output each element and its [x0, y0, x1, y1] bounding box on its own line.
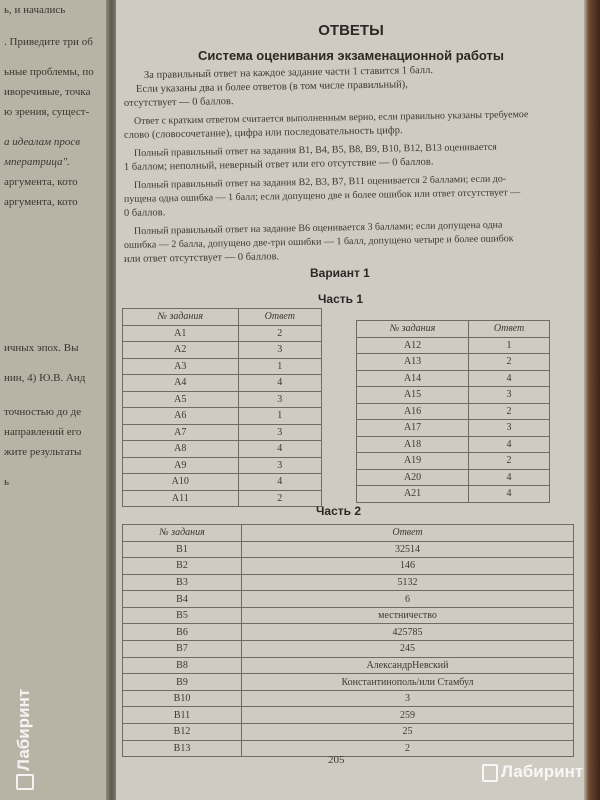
answer-cell: 2: [242, 740, 574, 757]
table-row: [123, 690, 574, 707]
variant-heading: Вариант 1: [310, 266, 370, 280]
table-row: [123, 408, 322, 425]
task-cell: A17: [357, 420, 469, 437]
answer-cell: 2: [469, 354, 550, 371]
left-text-line: ь, и начались: [4, 4, 66, 16]
left-text-line: а идеалам просв: [4, 136, 81, 148]
task-cell: A8: [123, 441, 239, 458]
table-row: [357, 486, 550, 503]
table-row: [123, 375, 322, 392]
task-cell: A15: [357, 387, 469, 404]
task-cell: B12: [123, 724, 242, 741]
table-row: [123, 607, 574, 624]
answer-cell: АлександрНевский: [242, 657, 574, 674]
table-row: [123, 574, 574, 591]
instruction-line: Полный правильный ответ на задания В2, В3, В7, В11 оценивается 2 баллами; если до-: [133, 173, 507, 191]
answer-cell: Константинополь/или Стамбул: [242, 674, 574, 691]
table-row: [123, 391, 322, 408]
table-row: [357, 354, 550, 371]
answer-cell: 4: [238, 474, 321, 491]
answer-cell: 3: [469, 420, 550, 437]
left-text-line: . Приведите три об: [4, 36, 93, 48]
table-row: [123, 325, 322, 342]
table-row: [123, 424, 322, 441]
table-row: [123, 591, 574, 608]
answer-cell: 3: [238, 457, 321, 474]
part1-heading: Часть 1: [318, 292, 364, 306]
table-row: [123, 490, 322, 507]
table-row: [123, 342, 322, 359]
left-text-line: точностью до де: [4, 406, 82, 418]
answer-cell: 2: [238, 325, 321, 342]
part1-table-left: [122, 308, 322, 507]
table-row: [357, 453, 550, 470]
answer-cell: 3: [469, 387, 550, 404]
table-row: [357, 337, 550, 354]
section-title: Система оценивания экзаменационной работы: [197, 48, 504, 63]
answer-cell: 2: [469, 403, 550, 420]
answer-cell: 3: [238, 424, 321, 441]
answer-cell: 1: [238, 358, 321, 375]
answer-cell: 245: [242, 641, 574, 658]
instruction-line: Если указаны два и более ответов (в том числе правильный),: [135, 79, 408, 95]
task-cell: A16: [357, 403, 469, 420]
answer-cell: 259: [242, 707, 574, 724]
instruction-line: За правильный ответ на каждое задание части 1 ставится 1 балл.: [143, 64, 434, 81]
answer-cell: 4: [469, 436, 550, 453]
answer-cell: 4: [469, 486, 550, 503]
task-cell: A11: [123, 490, 239, 507]
table-header-row: [123, 525, 574, 542]
task-cell: A7: [123, 424, 239, 441]
page-title: ОТВЕТЫ: [318, 22, 384, 39]
table-row: [123, 724, 574, 741]
left-text-line: ичных эпох. Вы: [4, 342, 79, 354]
column-header: Ответ: [469, 321, 550, 338]
left-text-line: мператрица".: [4, 156, 70, 168]
part2-table: [122, 524, 574, 757]
task-cell: A12: [357, 337, 469, 354]
table-row: [357, 387, 550, 404]
task-cell: A3: [123, 358, 239, 375]
labirint-logo-icon: [16, 774, 34, 790]
task-cell: A18: [357, 436, 469, 453]
table-row: [357, 436, 550, 453]
table-row: [123, 641, 574, 658]
page-number: 205: [328, 754, 345, 766]
answer-cell: 5132: [242, 574, 574, 591]
table-row: [123, 541, 574, 558]
task-cell: A6: [123, 408, 239, 425]
table-row: [357, 469, 550, 486]
column-header: № задания: [123, 525, 242, 542]
task-cell: A10: [123, 474, 239, 491]
instruction-line: Полный правильный ответ на задания В1, В4, В5, В8, В9, В10, В12, В13 оценивается: [133, 141, 497, 159]
left-text-line: аргумента, кото: [4, 196, 78, 208]
task-cell: B13: [123, 740, 242, 757]
labirint-logo-icon: [482, 764, 498, 782]
answer-cell: 2: [469, 453, 550, 470]
answer-cell: 425785: [242, 624, 574, 641]
table-row: [123, 707, 574, 724]
left-text-line: жите результаты: [4, 446, 82, 458]
task-cell: B10: [123, 690, 242, 707]
part2-heading: Часть 2: [316, 504, 362, 518]
part1-table-right: [356, 320, 550, 503]
task-cell: A21: [357, 486, 469, 503]
task-cell: B5: [123, 607, 242, 624]
table-header-row: [357, 321, 550, 338]
answer-cell: 4: [469, 469, 550, 486]
answer-cell: 25: [242, 724, 574, 741]
task-cell: A5: [123, 391, 239, 408]
task-cell: A9: [123, 457, 239, 474]
answer-cell: 2: [238, 490, 321, 507]
instruction-line: 0 баллов.: [123, 207, 166, 219]
left-text-line: иворечивые, точка: [4, 86, 91, 98]
answer-cell: 146: [242, 558, 574, 575]
table-row: [123, 457, 322, 474]
task-cell: B1: [123, 541, 242, 558]
task-cell: B11: [123, 707, 242, 724]
task-cell: A1: [123, 325, 239, 342]
answer-cell: 32514: [242, 541, 574, 558]
table-row: [123, 740, 574, 757]
table-row: [123, 558, 574, 575]
task-cell: A14: [357, 370, 469, 387]
table-row: [357, 420, 550, 437]
left-text-line: ьные проблемы, по: [4, 66, 94, 78]
table-row: [123, 358, 322, 375]
table-row: [123, 474, 322, 491]
answer-cell: 4: [238, 375, 321, 392]
column-header: № задания: [123, 309, 239, 326]
answer-cell: 6: [242, 591, 574, 608]
left-text-line: нин, 4) Ю.В. Анд: [4, 372, 86, 384]
left-text-line: ь: [4, 476, 10, 488]
task-cell: B8: [123, 657, 242, 674]
answer-cell: 1: [238, 408, 321, 425]
watermark-right: [482, 762, 583, 782]
answer-cell: 3: [238, 342, 321, 359]
task-cell: A2: [123, 342, 239, 359]
column-header: Ответ: [242, 525, 574, 542]
watermark-text: Лабиринт: [14, 688, 33, 771]
table-row: [357, 370, 550, 387]
left-text-line: ю зрения, сущест-: [4, 106, 90, 118]
table-header-row: [123, 309, 322, 326]
column-header: № задания: [357, 321, 469, 338]
right-page: [116, 0, 586, 800]
watermark-text: Лабиринт: [501, 762, 584, 781]
book-edge: [584, 0, 600, 800]
instruction-line: пущена одна ошибка — 1 балл; если допущено две и более ошибок или ответ отсутствует —: [123, 187, 521, 205]
task-cell: B3: [123, 574, 242, 591]
task-cell: B6: [123, 624, 242, 641]
answer-cell: 4: [469, 370, 550, 387]
task-cell: A13: [357, 354, 469, 371]
answer-cell: 1: [469, 337, 550, 354]
table-row: [357, 403, 550, 420]
instruction-line: ошибка — 2 балла, допущено две-три ошибки — 1 балл, допущено четыре и более ошибок: [123, 233, 514, 251]
watermark-left: [14, 689, 34, 790]
answer-cell: 4: [238, 441, 321, 458]
answer-cell: 3: [242, 690, 574, 707]
table-row: [123, 624, 574, 641]
task-cell: B7: [123, 641, 242, 658]
answer-cell: местничество: [242, 607, 574, 624]
task-cell: B9: [123, 674, 242, 691]
task-cell: A19: [357, 453, 469, 470]
table-row: [123, 674, 574, 691]
table-row: [123, 657, 574, 674]
answer-cell: 3: [238, 391, 321, 408]
instruction-line: слово (словосочетание), цифра или последовательность цифр.: [123, 125, 403, 141]
instruction-line: отсутствует — 0 баллов.: [123, 96, 234, 109]
instruction-line: Полный правильный ответ на задание В6 оценивается 3 баллами; если допущена одна: [133, 219, 503, 237]
table-row: [123, 441, 322, 458]
column-header: Ответ: [238, 309, 321, 326]
left-text-line: аргумента, кото: [4, 176, 78, 188]
task-cell: B2: [123, 558, 242, 575]
task-cell: A20: [357, 469, 469, 486]
instruction-line: 1 баллом; неполный, неверный ответ или его отсутствие — 0 баллов.: [123, 156, 434, 173]
instruction-line: Ответ с кратким ответом считается выполненным верно, если правильно указаны требуемое: [133, 109, 529, 127]
task-cell: B4: [123, 591, 242, 608]
left-page: [0, 0, 112, 800]
left-text-line: направлений его: [4, 426, 82, 438]
task-cell: A4: [123, 375, 239, 392]
instruction-line: или ответ отсутствует — 0 баллов.: [123, 251, 280, 265]
